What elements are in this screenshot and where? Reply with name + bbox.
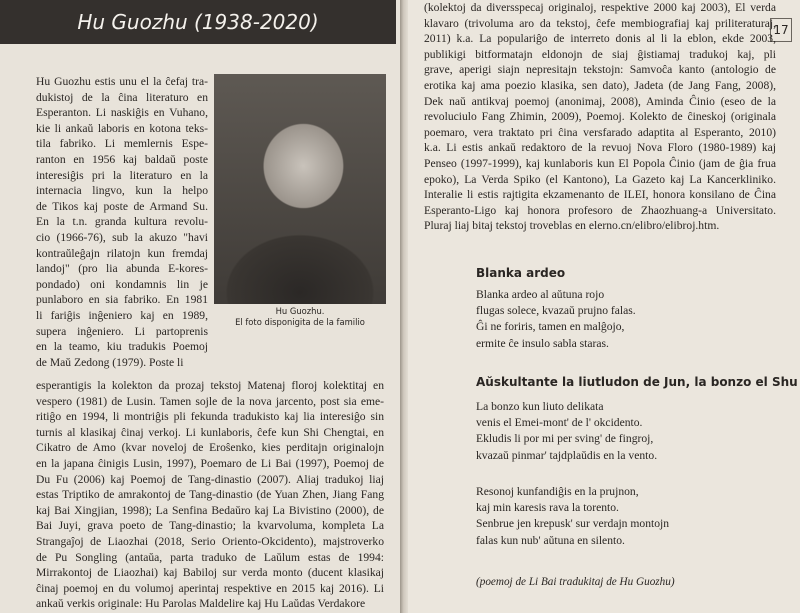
caption-name: Hu Guozhu.	[275, 306, 325, 316]
text-line: Du Fu (2006) kaj Poemoj de Tang-dinastio (2007). Aliaj tradukoj liaj	[36, 472, 384, 486]
intro-column	[36, 74, 208, 370]
text-line: 2011) k.a. La populariĝo de interreto donis al li la eblon, ekde 2003,	[424, 32, 776, 46]
text-line: dukistoj de la ĉina literaturo en	[36, 90, 208, 104]
text-line: Esperanton. Li naskiĝis en Vuhano,	[36, 106, 208, 120]
text-line: Mirrakontoj de Liaozhai) kaj Babiloj sur verda monto (ducent klasikaj	[36, 566, 384, 580]
poem-line: kaj min karesis rava la torento.	[476, 501, 619, 515]
text-line: k.a. Li estis ankaŭ redaktoro de la revuoj Nova Floro (1980-1989) kaj	[424, 141, 776, 155]
text-line: publikigi bitformatajn eldonojn de siaj ĝistiamaj tradukoj kaj, pli	[424, 47, 776, 61]
poem-title-blanka-ardeo: Blanka ardeo	[476, 266, 566, 280]
poem-line: kvazaŭ pinmar' tajdplaŭdis en la vento.	[476, 448, 658, 462]
text-line: li fariĝis inĝeniero kaj en 1989,	[36, 308, 208, 322]
text-line: poemaro, vera traktato pri ĉina versfarado adaptita al Esperanto, 2010)	[424, 125, 776, 139]
text-line: de Tikos kaj poste de Armand Su.	[36, 199, 208, 213]
text-line: (kolektoj da diversspecaj originaloj, respektive 2000 kaj 2003), El verda	[424, 1, 776, 14]
text-line: supera inĝeniero. Li partoprenis	[36, 324, 208, 338]
portrait-photo	[214, 74, 386, 304]
text-line: internacia lingvo, kun la helpo	[36, 184, 208, 198]
text-line: epoko), La Verda Spiko (el Kantono), La Gazeto kaj La Kancerkliniko.	[424, 172, 776, 186]
continued-column	[424, 0, 776, 234]
page-number: 17	[770, 18, 792, 42]
poem-line: Senbrue jen krepusk' sur verdajn montojn	[476, 517, 670, 531]
poem-line: La bonzo kun liuto delikata	[476, 400, 604, 413]
text-line: turnis al klasikaj ĉinaj verkoj. Li kunlaboris, ĉefe kun Shi Chengtai, en	[36, 425, 384, 439]
text-line: landoj" (pro lia abunda E-kores-	[36, 262, 208, 276]
text-line: revoluciulo Fang Zhimin, 2009), Poemoj. Kolekto de ĉineskoj (originala	[424, 110, 776, 124]
poem-stanza-2	[476, 484, 669, 549]
body-column	[36, 378, 384, 612]
text-line: Penseo (1997-1999), kaj kunlaboris kun El Popola Ĉinio (jam de ĝia frua	[424, 156, 776, 170]
text-line: en la japana ĉinigis Lusin, 1997), Poemaro de Li Bai (1997), Poemoj de	[36, 456, 384, 470]
poem-line: Ekludis li por mi per sving' de fingroj,	[476, 432, 654, 446]
poem-line: falas kun nub' aŭtuna en silento.	[476, 533, 625, 547]
text-line: vespero (1981) de Lusin. Tamen sojle de la nova jarcento, post sia eme-	[36, 394, 384, 408]
text-line: punlaboro en sia fabriko. En 1981	[36, 293, 208, 307]
poem-line: flugas solece, kvazaŭ prujno falas.	[476, 304, 636, 318]
poem-blanka-ardeo	[476, 287, 636, 352]
text-line: kontraŭleĝajn rilatojn kun fremdaj	[36, 246, 208, 260]
text-line: ranton en 1956 kaj baldaŭ poste	[36, 152, 208, 166]
text-line: ankaŭ verkis originale: Hu Parolas Maldelire kaj Hu Laŭdas Verdakore	[36, 597, 366, 611]
text-line: grave, aperigi siajn nepresitajn tekstojn: Samvoĉa kanto (antologio de	[424, 63, 776, 77]
text-line: ĉinaj poemoj en du volumoj aperintaj respektive en 2015 kaj 2016). Li	[36, 581, 384, 595]
text-line: esperantigis la kolekton da prozaj tekstoj Matenaj floroj kolektitaj en	[36, 379, 384, 392]
poem-line: Ĝi ne foriris, tamen en malĝojo,	[476, 320, 625, 334]
text-line: estas Triptiko de amrakontoj de Tang-dinastio (de Yuan Zhen, Jiang Fang	[36, 488, 384, 502]
text-line: de Pu Songling (antaŭa, parta traduko de Laŭlum estas de 1994:	[36, 550, 384, 564]
text-line: klavaro (trivoluma aro da tekstoj, ĉefe membiografiaj kaj priliteraturaj,	[424, 16, 776, 30]
text-line: erotika kaj ama poezio klasika, sen dato), Jadeta (de Jang Fang, 2008),	[424, 78, 776, 92]
photo-caption	[214, 306, 386, 328]
text-line: Dek naŭ antikvaj poemoj (anonimaj, 2008), Aminda Ĉinio (eseo de la	[424, 94, 776, 108]
text-line: Cikatro de Amo (kvar noveloj de Eroŝenko, kies perditajn originalojn	[36, 441, 384, 455]
text-line: tila fabriko. Li memlernis Espe-	[36, 137, 208, 151]
text-line: Pluraj liaj bitaj tekstoj troveblas en elerno.cn/elibro/elibroj.htm.	[424, 219, 720, 233]
text-line: Hu Guozhu estis unu el la ĉefaj tra-	[36, 75, 208, 88]
text-line: kie li ankaŭ laboris en kotona teks-	[36, 121, 208, 135]
page-title: Hu Guozhu (1938-2020)	[0, 0, 396, 44]
caption-credit: El foto disponigita de la familio	[235, 317, 365, 327]
text-line: Interalie li estis rajtigita ekzamenanto de ILEI, honora konsilano de Ĉina	[424, 188, 776, 202]
text-line: Esperanto-Ligo kaj honora profesoro de Zhaozhuang-a Universitato.	[424, 203, 776, 217]
text-line: kaj Bai Xingjian, 1998); La Senfina Bedaŭro kaj La Bivistino (2000), de	[36, 503, 384, 517]
text-line: pondado) oni kondamnis lin je	[36, 277, 208, 291]
right-page	[408, 0, 800, 613]
poem-title-auskultante: Aŭskultante la liutludon de Jun, la bonzo el Shu	[476, 375, 798, 389]
poem-attribution: (poemoj de Li Bai tradukitaj de Hu Guozhu)	[476, 576, 675, 588]
text-line: interesiĝis pri la literaturo en la	[36, 168, 208, 182]
text-line: Strangaĵoj de Liaozhai (2018, Serio Oriento-Okcidento), majstroverko	[36, 534, 384, 548]
book-spine	[400, 0, 408, 613]
text-line: Bai Juyi, grava poeto de Tang-dinastio; la kvarvoluma, kompleta La	[36, 519, 384, 533]
poem-line: venis el Emei-mont' de l' okcidento.	[476, 416, 643, 430]
poem-line: Blanka ardeo al aŭtuna rojo	[476, 288, 605, 301]
text-line: cio (1966-76), sub la akuzo "havi	[36, 230, 208, 244]
poem-line: ermite ĉe insulo sabla staras.	[476, 336, 609, 350]
text-line: de Maŭ Zedong (1979). Poste li	[36, 355, 184, 369]
text-line: en la teamo, kiu tradukis Poemoj	[36, 340, 208, 354]
poem-line: Resonoj kunfandiĝis en la prujnon,	[476, 485, 639, 498]
poem-stanza-1	[476, 399, 657, 464]
text-line: En la t.n. granda kultura revolu-	[36, 215, 208, 229]
text-line: ritiĝo en 1994, li montriĝis pli fekunda tradukisto kaj lia interesiĝo sin	[36, 410, 384, 424]
